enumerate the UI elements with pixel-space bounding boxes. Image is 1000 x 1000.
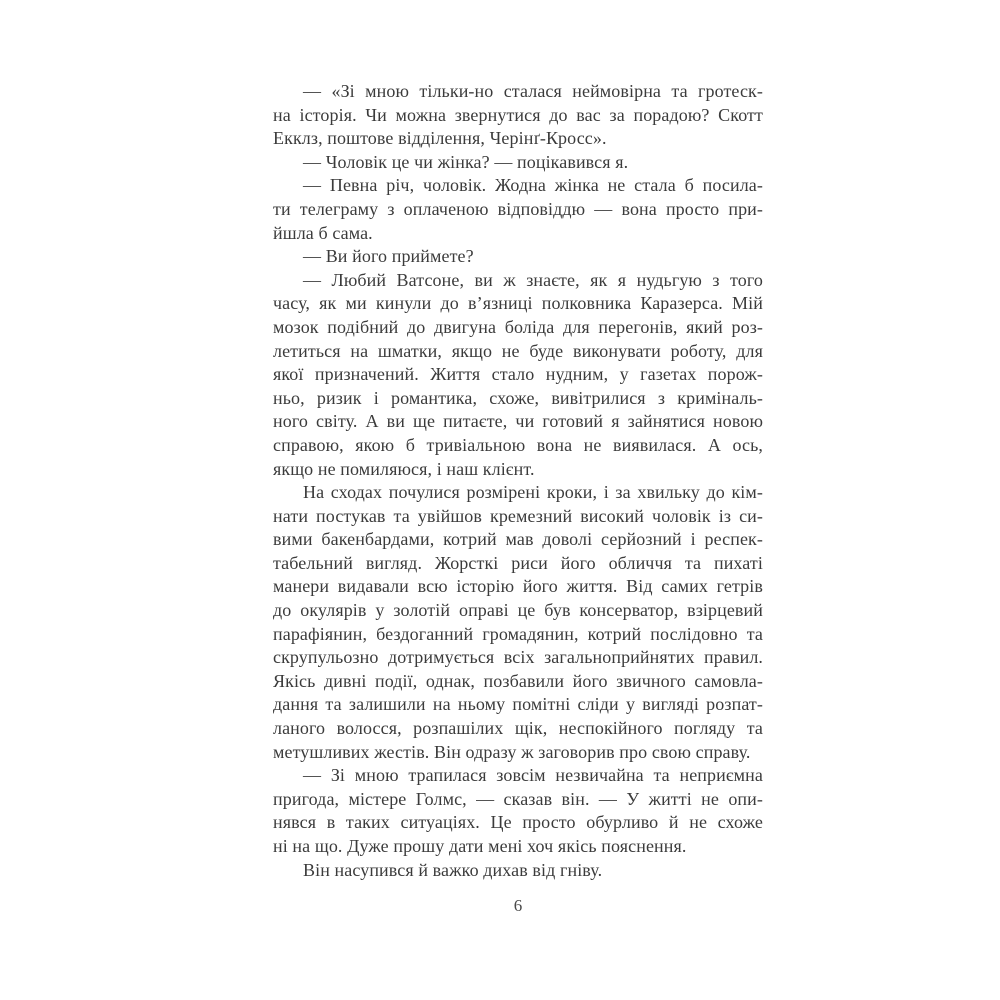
text-line: табельний вигляд. Жорсткі риси його обличчя та пихаті (273, 552, 763, 573)
text-line: — Зі мною трапилася зовсім незвичайна та неприємна (303, 765, 763, 786)
text-line: до окулярів у золотій оправі це був консерватор, взірцевий (273, 600, 763, 621)
text-line: — Чоловік це чи жінка? — поцікавився я. (303, 151, 629, 172)
text-line: летиться на шматки, якщо не буде виконувати роботу, для (273, 340, 763, 361)
text-line: Він насупився й важко дихав від гніву. (303, 859, 603, 880)
text-line: — Певна річ, чоловік. Жодна жінка не стала б посила- (303, 175, 763, 196)
text-block (273, 80, 763, 882)
text-line: ти телеграму з оплаченою відповіддю — вона просто при- (273, 198, 763, 219)
page-number: 6 (513, 896, 523, 915)
text-line: якщо не помиляюся, і наш клієнт. (273, 458, 535, 479)
text-line: на історія. Чи можна звернутися до вас за порадою? Скотт (273, 104, 763, 125)
text-line: вими бакенбардами, котрий мав доволі серйозний і респек- (273, 529, 763, 550)
paragraph (273, 859, 763, 883)
text-line: ланого волосся, розпашілих щік, неспокійного погляду та (273, 718, 763, 739)
text-line: ного світу. А ви ще питаєте, чи готовий я зайнятися новою (273, 411, 763, 432)
text-line: Екклз, поштове відділення, Черінґ-Кросс». (273, 128, 607, 149)
text-line: — Ви його приймете? (303, 246, 474, 267)
text-line: справою, якою б тривіальною вона не виявилася. А ось, (273, 434, 763, 455)
text-line: скрупульозно дотримується всіх загальноприйнятих правил. (273, 647, 763, 668)
text-line: Якісь дивні події, однак, позбавили його звичного самовла- (273, 670, 763, 691)
text-line: — Любий Ватсоне, ви ж знаєте, як я нудьгую з того (303, 269, 763, 290)
paragraph (273, 151, 763, 175)
text-line: ньо, ризик і романтика, схоже, вивітрилися з криміналь- (273, 387, 763, 408)
text-line: нявся в таких ситуаціях. Це просто обурливо й не схоже (273, 812, 763, 833)
text-line: мозок подібний до двигуна боліда для перегонів, який роз- (273, 316, 763, 337)
text-line: часу, як ми кинули до в’язниці полковника Каразерса. Мій (273, 293, 763, 314)
text-line: йшла б сама. (273, 222, 373, 243)
text-line: — «Зі мною тільки-но сталася неймовірна та гротеск- (303, 81, 763, 101)
text-line: На сходах почулися розмірені кроки, і за хвильку до кім- (303, 482, 763, 503)
paragraph (273, 269, 763, 481)
paragraph (273, 174, 763, 245)
text-line: нати постукав та увійшов кремезний високий чоловік із си- (273, 505, 763, 526)
text-line: метушливих жестів. Він одразу ж заговорив про свою справу. (273, 741, 751, 762)
text-line: парафіянин, бездоганний громадянин, котрий послідовно та (273, 623, 763, 644)
text-line: пригода, містере Голмс, — сказав він. — У житті не опи- (273, 788, 763, 809)
paragraph (273, 80, 763, 151)
paragraph (273, 245, 763, 269)
text-line: манери видавали всю історію його життя. Від самих гетрів (273, 576, 763, 597)
paragraph (273, 481, 763, 764)
text-line: дання та залишили на ньому помітні сліди у вигляді розпат- (273, 694, 763, 715)
paragraph (273, 764, 763, 858)
text-line: якої призначений. Життя стало нудним, у газетах порож- (273, 364, 763, 385)
text-line: ні на що. Дуже прошу дати мені хоч якісь пояснення. (273, 836, 687, 856)
